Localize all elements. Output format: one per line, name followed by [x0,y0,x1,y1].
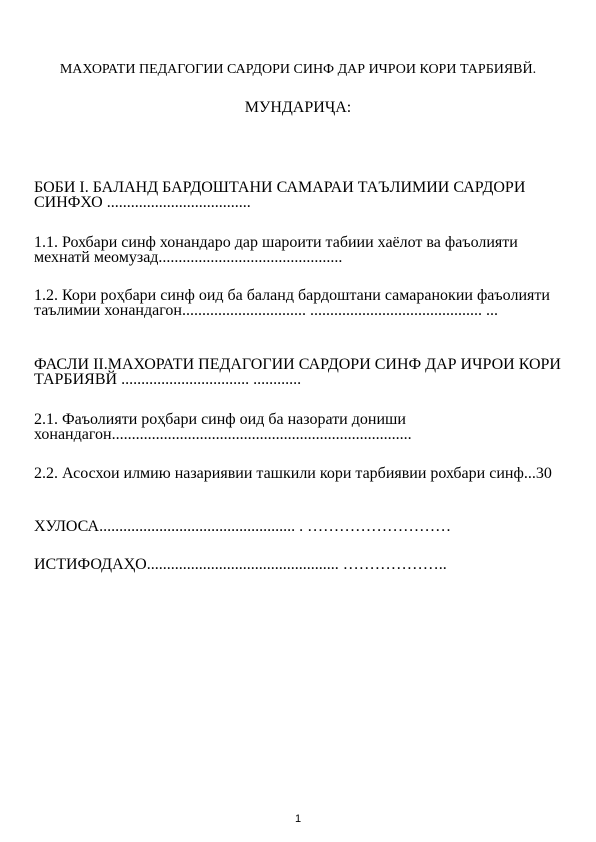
toc-entry-chapter-1: БОБИ I. БАЛАНД БАРДОШТАНИ САМАРАИ ТАЪЛИМИИ САРДОРИ СИНФХО .................................... [34,179,530,211]
toc-entry-1-1: 1.1. Рохбари синф хонандаро дар шароити табиии хаёлот ва фаъолияти мехнатй меомузад.............................................. [34,234,522,266]
page-number: 1 [294,813,302,825]
toc-entry-conclusion: ХУЛОСА................................................. . ……………………… [34,518,452,535]
toc-entry-references: ИСТИФОДАҲО................................................ ……………….. [34,556,447,573]
toc-entry-1-2: 1.2. Кори роҳбари синф оид ба баланд бардоштани самаранокии фаъолияти таълимии хонандагон............................... ........................................... ... [34,287,554,319]
toc-entry-2-2: 2.2. Асосхои илмию назариявии ташкили кори тарбиявии рохбари синф...30 [34,465,552,482]
toc-entry-2-1: 2.1. Фаъолияти роҳбари синф оид ба назорати дониши хонандагон........................................................................... [34,411,412,443]
toc-entry-chapter-2: ФАСЛИ II.МАХОРАТИ ПЕДАГОГИИ САРДОРИ СИНФ ДАР ИЧРОИ КОРИ ТАРБИЯВЙ ................................ ............ [34,356,565,388]
document-title: МАХОРАТИ ПЕДАГОГИИ САРДОРИ СИНФ ДАР ИЧРОИ КОРИ ТАРБИЯВЙ. [59,62,537,77]
contents-heading: МУНДАРИҶА: [244,99,352,116]
